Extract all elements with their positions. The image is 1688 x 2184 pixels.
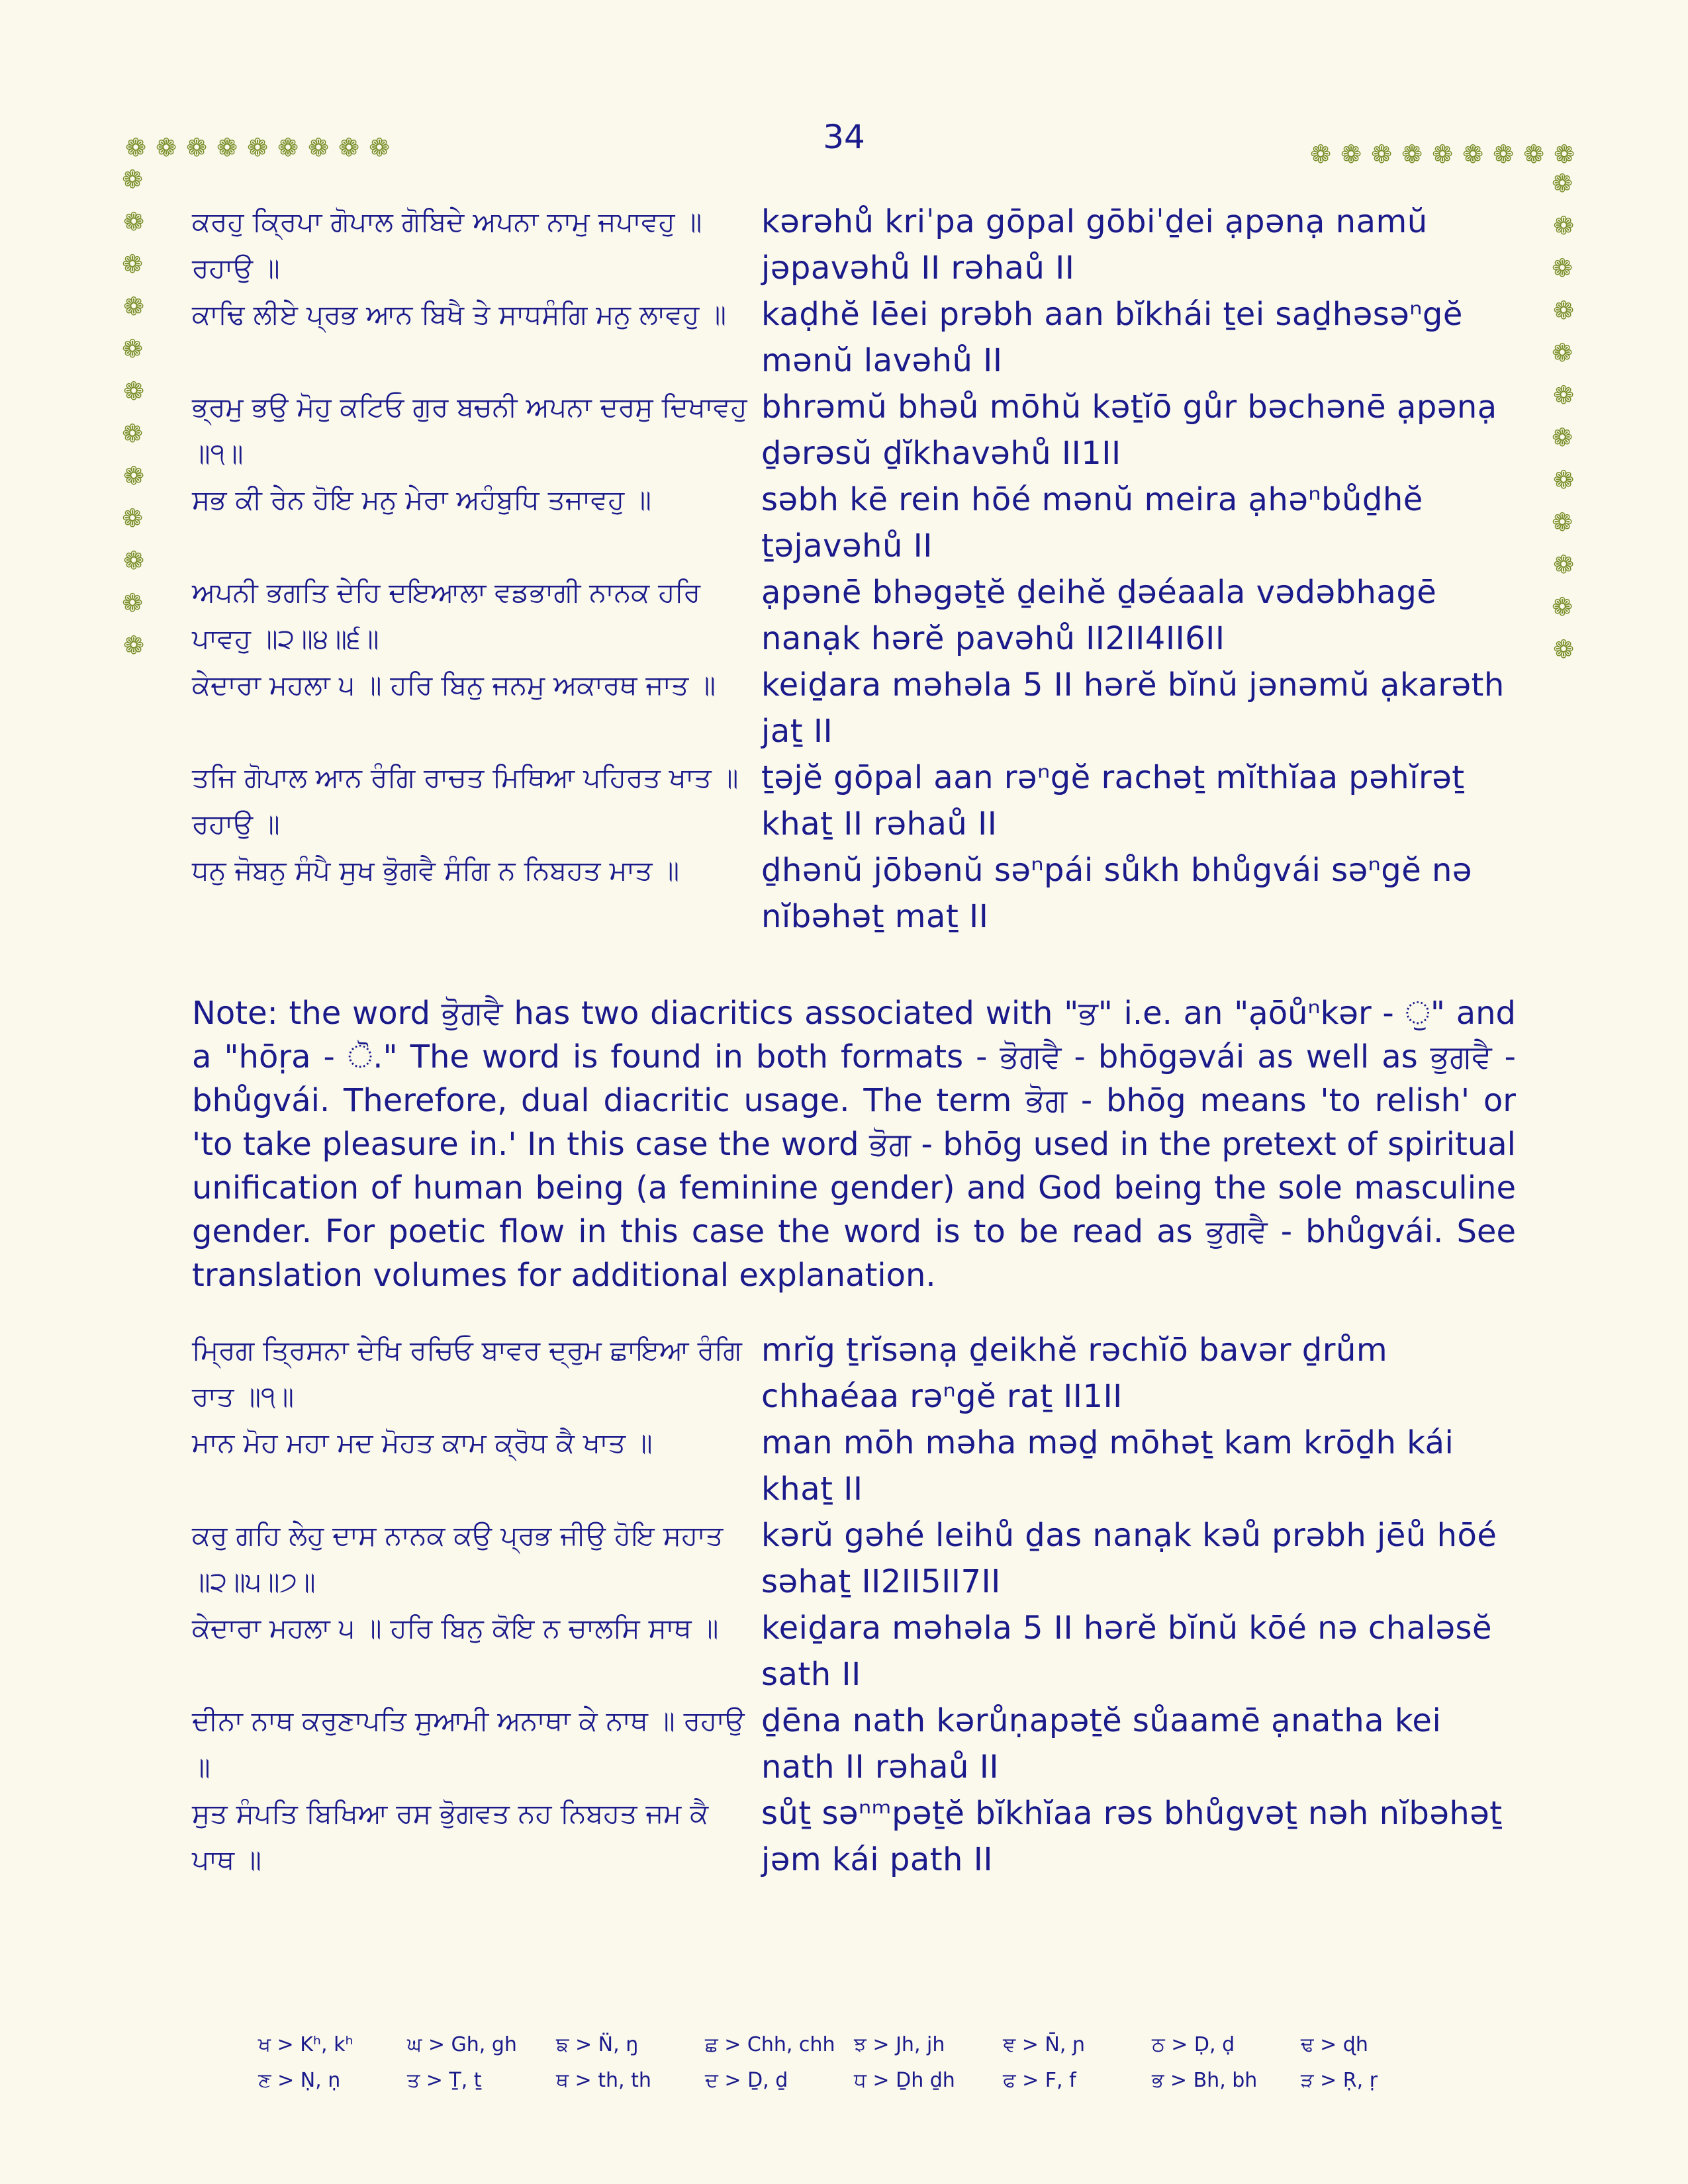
flower-ornament-icon: ❁ (277, 133, 299, 162)
verse-row (192, 1605, 1516, 1698)
flower-ornament-icon: ❁ (1553, 296, 1574, 325)
verse-row (192, 1327, 1516, 1420)
verse-row (192, 847, 1516, 940)
flower-ornament-icon: ❁ (1553, 550, 1574, 579)
transliteration: keiḏara məhəla 5 II hərĕ bĭnŭ kōé nə chaləsĕ sath II (761, 1610, 1493, 1693)
verse-row (192, 199, 1516, 291)
gurmukhi-verse: ਧਨੁ ਜੋਬਨੁ ਸੰਪੈ ਸੁਖ ਭੋੁਗਵੈ ਸੰਗਿ ਨ ਨਿਬਹਤ ਮਾਤ ॥ (192, 854, 680, 886)
legend-item: ਙ > N̈, ŋ (556, 2033, 639, 2056)
legend-item: ਞ > N̄, ɲ (1003, 2033, 1086, 2056)
flower-ornament-icon: ❁ (123, 631, 144, 660)
gurmukhi-verse: ਕਰਹੁ ਕ੍ਰਿਪਾ ਗੋਪਾਲ ਗੋਬਿਦੇ ਅਪਨਾ ਨਾਮੁ ਜਪਾਵਹੁ ॥ ਰਹਾਉ ॥ (192, 206, 702, 284)
flower-ornament-icon: ❁ (122, 334, 143, 363)
flower-ornament-icon: ❁ (1493, 140, 1514, 169)
gurmukhi-verse: ਕੇਦਾਰਾ ਮਹਲਾ ੫ ॥ ਹਰਿ ਬਿਨੁ ਕੋਇ ਨ ਚਾਲਸਿ ਸਾਥ ॥ (192, 1612, 719, 1644)
transliteration-legend (258, 2033, 1450, 2105)
flower-ornament-icon: ❁ (123, 546, 144, 575)
verse-row (192, 1420, 1516, 1512)
legend-item: ਧ > Ḏh ḏh (854, 2069, 955, 2092)
legend-item: ਫ > F, f (1003, 2069, 1076, 2092)
gurmukhi-verse: ਸਭ ਕੀ ਰੇਨ ਹੋਇ ਮਨੁ ਮੇਰਾ ਅਹੰਬੁਧਿ ਤਜਾਵਹੁ ॥ (192, 484, 651, 516)
transliteration: bhrəmŭ bhəů mōhŭ kəṯĭō gůr bəchənē ạpənạ ḏərəsŭ ḏĭkhavəhů II1II (761, 388, 1497, 472)
transliteration: ḏēna nath kərůṇapəṯĕ sůaamē ạnatha kei nath II rəhaů II (761, 1702, 1442, 1786)
legend-item: ਣ > Ṇ, ṇ (258, 2069, 341, 2092)
flower-ornament-icon: ❁ (123, 377, 144, 406)
flower-ornament-icon: ❁ (1552, 592, 1573, 621)
flower-ornament-icon: ❁ (1552, 169, 1573, 198)
transliteration: ṯəjĕ gōpal aan rəⁿgĕ rachəṯ mĭthĭaa pəhĭrəṯ khaṯ II rəhaů II (761, 759, 1465, 842)
legend-item: ਢ > ɖh (1301, 2033, 1368, 2056)
gurmukhi-verse: ਸੁਤ ਸੰਪਤਿ ਬਿਖਿਆ ਰਸ ਭੋੁਗਵਤ ਨਹ ਨਿਬਹਤ ਜਮ ਕੈ ਪਾਥ ॥ (192, 1797, 709, 1876)
flower-ornament-icon: ❁ (216, 133, 238, 162)
legend-item: ਠ > Ḍ, ḍ (1152, 2033, 1235, 2056)
flower-ornament-icon: ❁ (123, 207, 144, 236)
flower-ornament-icon: ❁ (122, 504, 143, 533)
flower-ornament-icon: ❁ (1371, 140, 1392, 169)
flower-ornament-icon: ❁ (123, 292, 144, 321)
verse-row (192, 662, 1516, 754)
verse-table-top (192, 199, 1516, 940)
legend-item: ੜ > Ṛ, ṛ (1301, 2069, 1378, 2092)
flower-ornament-icon: ❁ (122, 165, 143, 194)
flower-ornament-icon: ❁ (308, 133, 329, 162)
legend-item: ਝ > Jh, jh (854, 2033, 945, 2056)
flower-ornament-icon: ❁ (1553, 635, 1574, 664)
verse-row (192, 1698, 1516, 1790)
flower-ornament-icon: ❁ (1554, 140, 1575, 169)
page-number: 34 (823, 118, 865, 156)
flower-ornament-icon: ❁ (1523, 140, 1544, 169)
transliteration: sůṯ səⁿᵐpəṯĕ bĭkhĭaa rəs bhůgvəṯ nəh nĭbəhəṯ jəm kái path II (761, 1795, 1503, 1878)
flower-ornament-icon: ❁ (123, 461, 144, 490)
legend-item: ਭ > Bh, bh (1152, 2069, 1258, 2092)
legend-row (258, 2069, 1450, 2105)
gurmukhi-verse: ਦੀਨਾ ਨਾਥ ਕਰੁਣਾਪਤਿ ਸੁਆਮੀ ਅਨਾਥਾ ਕੇ ਨਾਥ ॥ ਰਹਾਉ ॥ (192, 1705, 745, 1783)
flower-ornament-icon: ❁ (1310, 140, 1331, 169)
verse-row (192, 291, 1516, 384)
flower-ornament-icon: ❁ (125, 133, 146, 162)
legend-item: ਘ > Gh, gh (407, 2033, 517, 2056)
flower-ornament-icon: ❁ (1432, 140, 1453, 169)
transliteration: ạpənē bhəgəṯĕ ḏeihĕ ḏəéaala vədəbhagē nanạk hərĕ pavəhů II2II4II6II (761, 574, 1437, 657)
legend-item: ਛ > Chh, chh (705, 2033, 835, 2056)
flower-ornament-icon: ❁ (247, 133, 268, 162)
legend-item: ਥ > th, th (556, 2069, 651, 2092)
verse-row (192, 384, 1516, 477)
legend-item: ਖ > Kʰ, kʰ (258, 2033, 353, 2056)
flower-ornament-icon: ❁ (122, 588, 143, 617)
gurmukhi-verse: ਕਰੁ ਗਹਿ ਲੇਹੁ ਦਾਸ ਨਾਨਕ ਕਉ ਪ੍ਰਭ ਜੀਉ ਹੋਇ ਸਹਾਤ ॥੨॥੫॥੭॥ (192, 1520, 724, 1598)
flower-ornament-icon: ❁ (186, 133, 207, 162)
flower-ornament-icon: ❁ (1340, 140, 1362, 169)
transliteration: kərŭ gəhé leihů ḏas nanạk kəů prəbh jēů hōé səhaṯ II2II5II7II (761, 1517, 1497, 1600)
flower-ornament-icon: ❁ (1552, 508, 1573, 537)
flower-ornament-icon: ❁ (369, 133, 390, 162)
verse-table-bottom (192, 1327, 1516, 1883)
flower-ornament-icon: ❁ (1401, 140, 1423, 169)
gurmukhi-verse: ਤਜਿ ਗੋਪਾਲ ਆਨ ਰੰਗਿ ਰਾਚਤ ਮਿਥਿਆ ਪਹਿਰਤ ਖਾਤ ॥ ਰਹਾਉ ॥ (192, 762, 739, 840)
transliteration: kaḍhĕ lēei prəbh aan bĭkhái ṯei saḏhəsəⁿgĕ mənŭ lavəhů II (761, 296, 1463, 379)
gurmukhi-verse: ਮਾਨ ਮੋਹ ਮਹਾ ਮਦ ਮੋਹਤ ਕਾਮ ਕ੍ਰੋਧ ਕੈ ਖਾਤ ॥ (192, 1427, 653, 1459)
transliteration: man mōh məha məḏ mōhəṯ kam krōḏh kái khaṯ II (761, 1424, 1454, 1508)
flower-ornament-icon: ❁ (1462, 140, 1483, 169)
flower-ornament-icon: ❁ (1553, 465, 1574, 494)
transliteration: səbh kē rein hōé mənŭ meira ạhəⁿbůḏhĕ ṯəjavəhů II (761, 481, 1423, 565)
flower-ornament-icon: ❁ (338, 133, 359, 162)
flower-ornament-icon: ❁ (1552, 253, 1573, 283)
verse-row (192, 477, 1516, 569)
transliteration: kərəhů kriˈpa gōpal gōbiˈḏei ạpənạ namŭ jəpavəhů II rəhaů II (761, 203, 1428, 287)
verse-row (192, 1790, 1516, 1883)
flower-ornament-icon: ❁ (1553, 381, 1574, 410)
legend-item: ਤ > Ṯ, ṯ (407, 2069, 482, 2092)
transliteration: keiḏara məhəla 5 II hərĕ bĭnŭ jənəmŭ ạkarəth jaṯ II (761, 666, 1505, 750)
flower-ornament-icon: ❁ (122, 419, 143, 448)
verse-row (192, 569, 1516, 662)
flower-ornament-icon: ❁ (122, 250, 143, 279)
verse-row (192, 754, 1516, 847)
gurmukhi-verse: ਭ੍ਰਮੁ ਭਉ ਮੋਹੁ ਕਟਿਓ ਗੁਰ ਬਚਨੀ ਅਪਨਾ ਦਰਸੁ ਦਿਖਾਵਹੁ ॥੧॥ (192, 391, 747, 469)
translation-note: Note: the word ਭੋੁਗਵੈ has two diacritics associated with "ਭ" i.e. an "ạōůⁿkər - ੁ" and a "hōṛa - ੋ." The word is found in both formats - ਭੋਗਵੈ - bhōgəvái as well as ਭੁਗਵੈ - bhůgvái. Therefore, dual diacritic usage. The term ਭੋਗ - bhōg means 'to relish' or 'to take pleasure in.' In this case the word ਭੋਗ - bhōg used in the pretext of spiritual unification of human being (a feminine gender) and God being the sole masculine gender. For poetic flow in this case the word is to be read as ਭੁਗਵੈ - bhůgvái. See translation volumes for additional explanation. (192, 995, 1516, 1294)
legend-item: ਦ > Ḏ, ḏ (705, 2069, 788, 2092)
gurmukhi-verse: ਮ੍ਰਿਗ ਤ੍ਰਿਸਨਾ ਦੇਖਿ ਰਚਿਓ ਬਾਵਰ ਦ੍ਰੁਮ ਛਾਇਆ ਰੰਗਿ ਰਾਤ ॥੧॥ (192, 1334, 742, 1412)
flower-ornament-icon: ❁ (156, 133, 177, 162)
verse-row (192, 1512, 1516, 1605)
flower-ornament-icon: ❁ (1553, 211, 1574, 240)
transliteration: mrĭg ṯrĭsənạ ḏeikhĕ rəchĭō bavər ḏrům chhaéaa rəⁿgĕ raṯ II1II (761, 1332, 1388, 1415)
gurmukhi-verse: ਕਾਢਿ ਲੀਏ ਪ੍ਰਭ ਆਨ ਬਿਖੈ ਤੇ ਸਾਧਸੰਗਿ ਮਨੁ ਲਾਵਹੁ ॥ (192, 298, 726, 330)
gurmukhi-verse: ਅਪਨੀ ਭਗਤਿ ਦੇਹਿ ਦਇਆਲਾ ਵਡਭਾਗੀ ਨਾਨਕ ਹਰਿ ਪਾਵਹੁ ॥੨॥੪॥੬॥ (192, 576, 701, 655)
gurmukhi-verse: ਕੇਦਾਰਾ ਮਹਲਾ ੫ ॥ ਹਰਿ ਬਿਨੁ ਜਨਮੁ ਅਕਾਰਥ ਜਾਤ ॥ (192, 669, 716, 701)
transliteration: ḏhənŭ jōbənŭ səⁿpái sůkh bhůgvái səⁿgĕ nə nĭbəhəṯ maṯ II (761, 852, 1472, 935)
flower-ornament-icon: ❁ (1552, 338, 1573, 367)
legend-row (258, 2033, 1450, 2069)
flower-ornament-icon: ❁ (1552, 423, 1573, 452)
